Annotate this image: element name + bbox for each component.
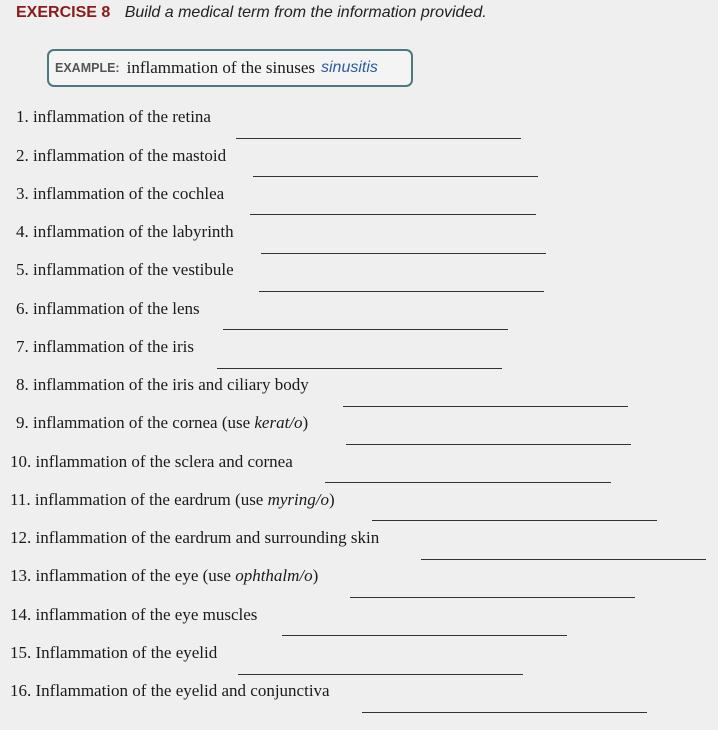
answer-line-7[interactable] [217, 368, 502, 369]
item-number: 7. [16, 337, 29, 356]
exercise-item-11 [10, 490, 335, 510]
item-suffix: ) [312, 566, 319, 585]
item-number: 1. [16, 107, 29, 126]
exercise-label: EXERCISE 8 [16, 4, 111, 21]
item-text: inflammation of the mastoid [33, 146, 227, 165]
item-number: 4. [16, 222, 29, 241]
exercise-header [16, 4, 487, 22]
answer-line-15[interactable] [238, 674, 523, 675]
exercise-item-4 [16, 222, 234, 242]
item-text: inflammation of the cochlea [33, 184, 225, 203]
answer-line-9[interactable] [346, 444, 631, 445]
item-number: 11. [10, 490, 31, 509]
item-text: inflammation of the lens [33, 299, 200, 318]
item-text: inflammation of the eardrum and surrounding skin [35, 528, 380, 547]
exercise-instruction: Build a medical term from the information provided. [124, 4, 487, 21]
item-text: inflammation of the retina [33, 107, 211, 126]
exercise-item-5 [16, 260, 234, 280]
item-text: inflammation of the cornea (use [33, 413, 255, 432]
item-number: 10. [10, 452, 32, 471]
item-number: 14. [10, 605, 32, 624]
item-suffix: ) [302, 413, 309, 432]
item-number: 6. [16, 299, 29, 318]
example-box [47, 49, 413, 87]
exercise-item-10 [10, 452, 293, 472]
answer-line-8[interactable] [343, 406, 628, 407]
answer-line-2[interactable] [253, 176, 538, 177]
exercise-item-13 [10, 566, 318, 586]
example-answer: sinusitis [320, 59, 378, 76]
answer-line-6[interactable] [223, 329, 508, 330]
exercise-item-16 [10, 681, 330, 701]
item-hint: myring/o [267, 490, 329, 509]
item-text: inflammation of the eardrum (use [34, 490, 268, 509]
item-number: 16. [10, 681, 32, 700]
answer-line-13[interactable] [350, 597, 635, 598]
item-text: inflammation of the iris and ciliary body [33, 375, 309, 394]
example-label: EXAMPLE: [55, 61, 120, 75]
item-number: 12. [10, 528, 32, 547]
answer-line-16[interactable] [362, 712, 647, 713]
exercise-item-12 [10, 528, 379, 548]
item-number: 9. [16, 413, 29, 432]
item-number: 8. [16, 375, 29, 394]
item-text: inflammation of the eye (use [35, 566, 236, 585]
answer-line-10[interactable] [325, 482, 611, 483]
exercise-item-6 [16, 299, 200, 319]
answer-line-12[interactable] [421, 559, 706, 560]
item-suffix: ) [329, 490, 335, 509]
exercise-item-14 [10, 605, 257, 625]
exercise-item-1 [16, 107, 211, 127]
answer-line-14[interactable] [282, 635, 567, 636]
answer-line-5[interactable] [259, 291, 544, 292]
item-text: inflammation of the eye muscles [35, 605, 258, 624]
item-number: 13. [10, 566, 32, 585]
exercise-item-15 [10, 643, 217, 663]
item-hint: ophthalm/o [235, 566, 313, 585]
item-number: 3. [16, 184, 29, 203]
exercise-item-2 [16, 146, 226, 166]
exercise-item-9 [16, 413, 308, 433]
exercise-item-8 [16, 375, 309, 395]
answer-line-1[interactable] [236, 138, 521, 139]
answer-line-3[interactable] [250, 214, 536, 215]
item-text: Inflammation of the eyelid [35, 643, 218, 662]
item-text: inflammation of the iris [33, 337, 194, 356]
item-text: inflammation of the labyrinth [33, 222, 234, 241]
item-number: 2. [16, 146, 29, 165]
item-number: 5. [16, 260, 29, 279]
item-text: inflammation of the vestibule [33, 260, 234, 279]
item-number: 15. [10, 643, 32, 662]
example-prompt: inflammation of the sinuses [126, 58, 315, 77]
answer-line-11[interactable] [372, 520, 657, 521]
item-hint: kerat/o [254, 413, 303, 432]
answer-line-4[interactable] [261, 253, 546, 254]
exercise-item-7 [16, 337, 194, 357]
item-text: Inflammation of the eyelid and conjunctiva [35, 681, 330, 700]
item-text: inflammation of the sclera and cornea [35, 452, 293, 471]
exercise-item-3 [16, 184, 224, 204]
